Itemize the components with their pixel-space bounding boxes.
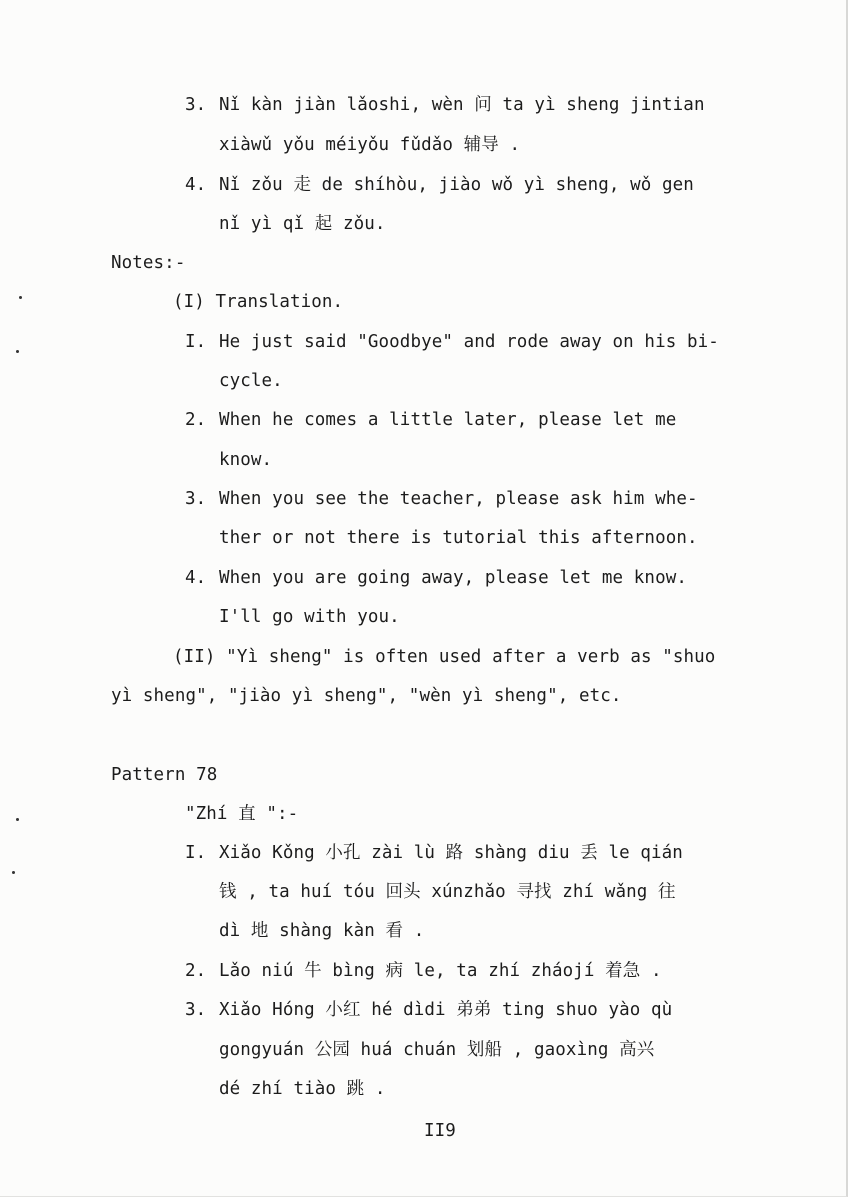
translation-line: When he comes a little later, please let me xyxy=(219,410,677,430)
exercise-item-line: xiàwǔ yǒu méiyǒu fǔdǎo 辅导 . xyxy=(219,135,521,155)
pattern-item-number: I. xyxy=(185,843,207,863)
translation-line: When you see the teacher, please ask him whe- xyxy=(219,489,698,509)
note-ii-line: (II) "Yì sheng" is often used after a verb as "shuo xyxy=(173,647,716,667)
pattern-item-line: 钱 , ta huí tóu 回头 xúnzhǎo 寻找 zhí wǎng 往 xyxy=(219,882,676,902)
note-ii-line: yì sheng", "jiào yì sheng", "wèn yì sheng", etc. xyxy=(111,686,622,706)
scan-speck xyxy=(16,818,19,821)
translation-number: 4. xyxy=(185,568,207,588)
exercise-item-line: Nǐ kàn jiàn lǎoshi, wèn 问 ta yì sheng jintian xyxy=(219,95,705,115)
translation-line: He just said "Goodbye" and rode away on his bi- xyxy=(219,332,719,352)
translation-number: I. xyxy=(185,332,207,352)
translation-line: know. xyxy=(219,450,273,470)
pattern-item-line: Xiǎo Kǒng 小孔 zài lù 路 shàng diu 丢 le qián xyxy=(219,843,683,863)
pattern-item-line: gongyuán 公园 huá chuán 划船 , gaoxìng 高兴 xyxy=(219,1040,655,1060)
translation-line: ther or not there is tutorial this afternoon. xyxy=(219,528,698,548)
scan-speck xyxy=(12,871,15,874)
notes-heading: Notes:- xyxy=(111,253,186,273)
translation-line: I'll go with you. xyxy=(219,607,400,627)
translation-label: (I) Translation. xyxy=(173,292,344,312)
pattern-item-line: dì 地 shàng kàn 看 . xyxy=(219,921,425,941)
pattern-item-line: Xiǎo Hóng 小红 hé dìdi 弟弟 ting shuo yào qù xyxy=(219,1000,673,1020)
exercise-item-line: Nǐ zǒu 走 de shíhòu, jiào wǒ yì sheng, wǒ gen xyxy=(219,175,694,195)
pattern-item-line: dé zhí tiào 跳 . xyxy=(219,1079,386,1099)
pattern-item-number: 2. xyxy=(185,961,207,981)
scan-speck xyxy=(19,296,22,299)
translation-line: cycle. xyxy=(219,371,283,391)
translation-number: 3. xyxy=(185,489,207,509)
exercise-item-line: nǐ yì qǐ 起 zǒu. xyxy=(219,214,386,234)
translation-line: When you are going away, please let me know. xyxy=(219,568,687,588)
pattern-title: Pattern 78 xyxy=(111,765,218,785)
translation-number: 2. xyxy=(185,410,207,430)
pattern-subtitle: "Zhí 直 ":- xyxy=(185,804,299,824)
pattern-item-line: Lǎo niú 牛 bìng 病 le, ta zhí zháojí 着急 . xyxy=(219,961,662,981)
exercise-item-number: 3. xyxy=(185,95,207,115)
pattern-item-number: 3. xyxy=(185,1000,207,1020)
page-number: II9 xyxy=(424,1121,456,1141)
scan-speck xyxy=(16,350,19,353)
exercise-item-number: 4. xyxy=(185,175,207,195)
